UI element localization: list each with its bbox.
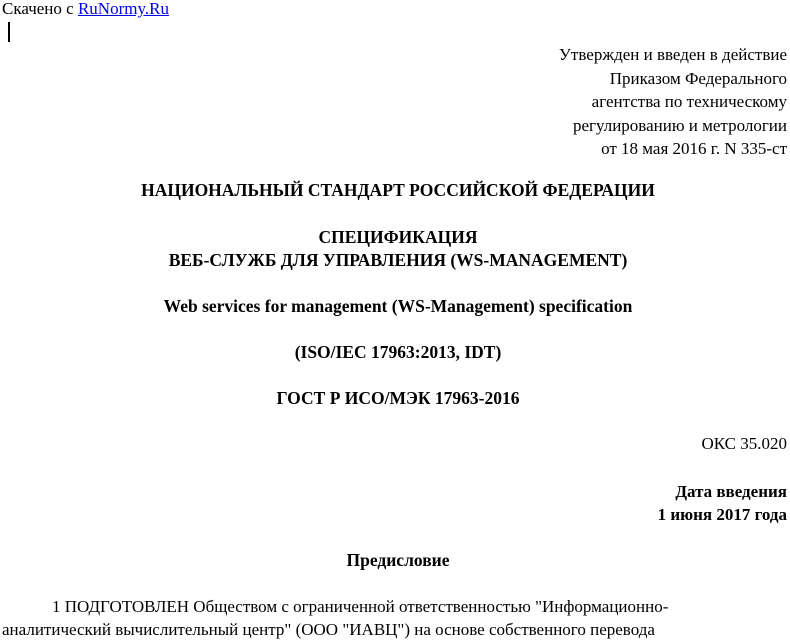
oks-code: ОКС 35.020: [701, 434, 787, 453]
foreword-paragraph-line: аналитический вычислительный центр" (ООО "ИАВЦ") на основе собственного перевода: [2, 620, 655, 639]
gost-number: ГОСТ Р ИСО/МЭК 17963-2016: [276, 388, 520, 408]
foreword-paragraph: [2, 595, 786, 641]
effective-date-label: Дата введения: [675, 482, 787, 501]
english-title: Web services for management (WS-Management) specification: [163, 296, 633, 316]
foreword-paragraph-line: 1 ПОДГОТОВЛЕН Обществом с ограниченной ответственностью "Информационно-: [52, 597, 669, 616]
approval-line: агентства по техническому: [591, 92, 787, 111]
text-cursor: [8, 22, 10, 42]
download-source-line: [2, 0, 169, 20]
download-source-prefix: Скачено с: [2, 0, 78, 18]
effective-date-value: 1 июня 2017 года: [657, 505, 787, 524]
spec-title-line1: СПЕЦИФИКАЦИЯ: [318, 227, 478, 247]
approval-line: Утвержден и введен в действие: [558, 45, 787, 64]
runormy-link[interactable]: RuNormy.Ru: [77, 0, 169, 18]
approval-line: регулированию и метрологии: [572, 115, 787, 135]
foreword-heading: Предисловие: [346, 550, 450, 570]
approval-block: [559, 43, 787, 161]
approval-line: от 18 мая 2016 г. N 335-ст: [601, 139, 787, 158]
national-standard-heading: НАЦИОНАЛЬНЫЙ СТАНДАРТ РОССИЙСКОЙ ФЕДЕРАЦИИ: [141, 180, 655, 200]
approval-line: Приказом Федерального: [609, 68, 787, 88]
iso-reference: (ISO/IEC 17963:2013, IDT): [294, 342, 502, 362]
spec-title-line2: ВЕБ-СЛУЖБ ДЛЯ УПРАВЛЕНИЯ (WS-MANAGEMENT): [168, 250, 628, 270]
